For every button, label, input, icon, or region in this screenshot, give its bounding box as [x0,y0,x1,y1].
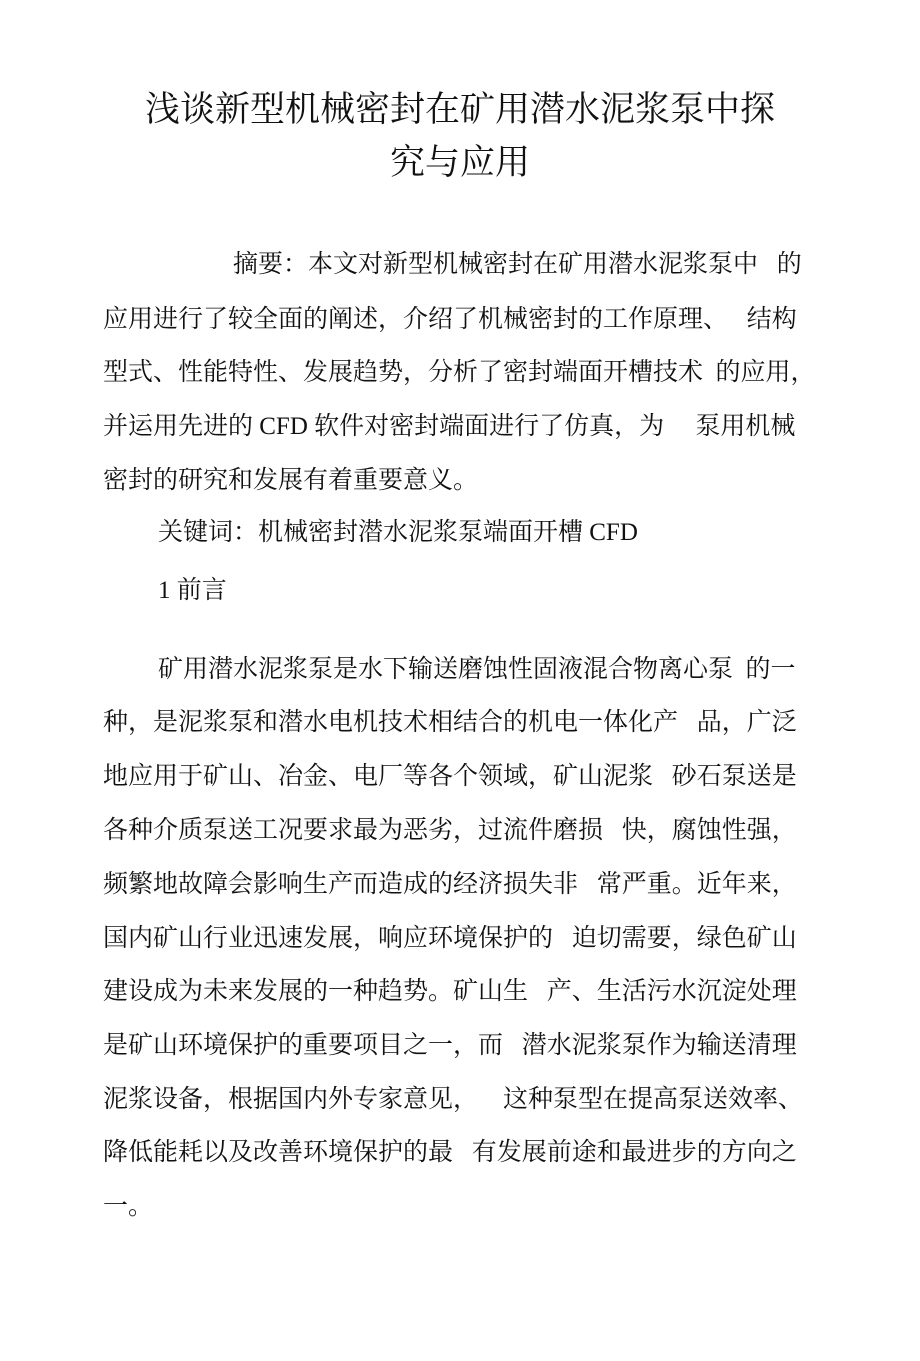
paragraph-line: 地应用于矿山、冶金、电厂等各个领域，矿山泥浆 砂石泵送是 [103,763,797,790]
document-title-line-2: 究与应用 [389,143,530,182]
paragraph-line: 建设成为未来发展的一种趋势。矿山生 产、生活污水沉淀处理 [103,978,797,1005]
paragraph-line: 降低能耗以及改善环境保护的最 有发展前途和最进步的方向之 [103,1139,797,1166]
paragraph-line: 矿用潜水泥浆泵是水下输送磨蚀性固液混合物离心泵 的一 [158,656,796,683]
paragraph-line: 国内矿山行业迅速发展，响应环境保护的 迫切需要，绿色矿山 [103,925,797,952]
document-title-line-1: 浅谈新型机械密封在矿用潜水泥浆泵中探 [144,90,775,129]
paragraph-line: 频繁地故障会影响生产而造成的经济损失非 常严重。近年来， [103,871,797,898]
paragraph-line: 泥浆设备，根据国内外专家意见， 这种泵型在提高泵送效率、 [103,1086,804,1113]
keywords: 关键词：机械密封潜水泥浆泵端面开槽 CFD [158,519,638,546]
abstract-line: 密封的研究和发展有着重要意义。 [103,467,479,494]
paragraph-line: 各种介质泵送工况要求最为恶劣，过流件磨损 快，腐蚀性强， [103,817,797,844]
paragraph-line: 种，是泥浆泵和潜水电机技术相结合的机电一体化产 品，广泛 [103,709,797,736]
abstract-line: 摘要：本文对新型机械密封在矿用潜水泥浆泵中 的 [233,251,802,278]
paragraph-line: 一。 [103,1193,154,1220]
abstract-line: 并运用先进的 CFD 软件对密封端面进行了仿真，为 泵用机械 [103,413,796,440]
paragraph-line: 是矿山环境保护的重要项目之一，而 潜水泥浆泵作为输送清理 [103,1032,797,1059]
abstract-line: 型式、性能特性、发展趋势，分析了密封端面开槽技术 的应用， [103,359,816,386]
abstract-line: 应用进行了较全面的阐述，介绍了机械密封的工作原理、 结构 [103,306,797,333]
section-heading: 1 前言 [158,577,227,604]
